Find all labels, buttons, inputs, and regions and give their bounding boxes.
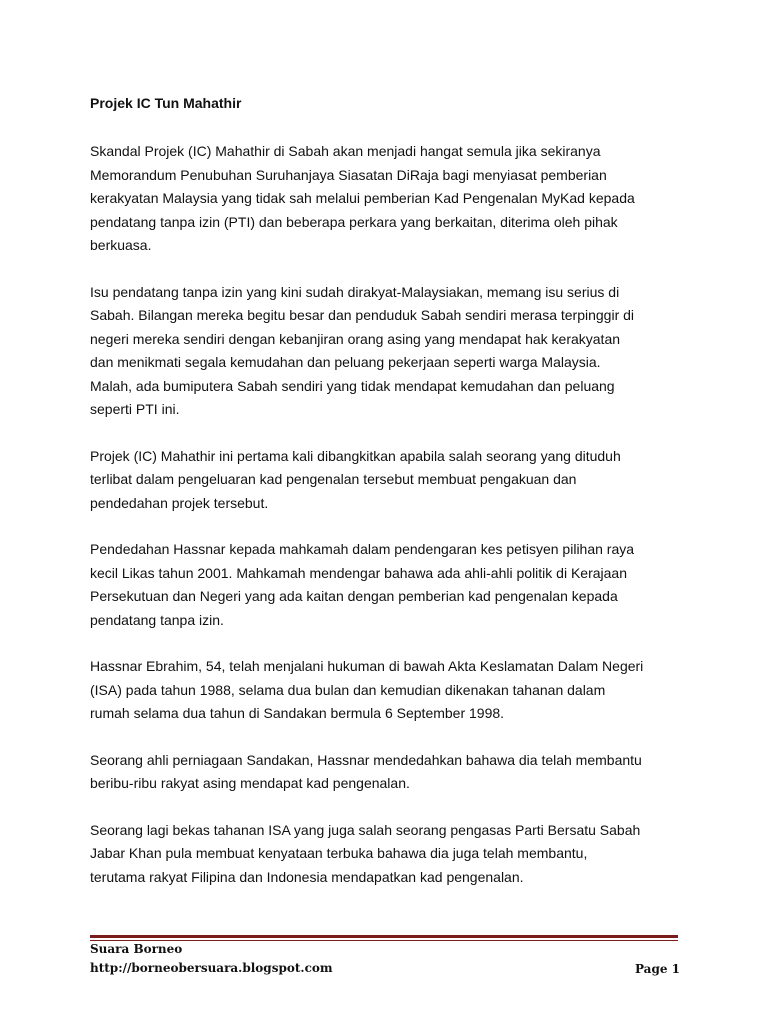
page-footer (90, 941, 680, 978)
paragraph-2: Isu pendatang tanpa izin yang kini sudah dirakyat-Malaysiakan, memang isu serius di Sabah. Bilangan mereka begitu besar dan penduduk Sabah sendiri merasa terpinggir di negeri mereka sendiri dengan kebanjiran orang asing yang mendapat hak kerakyatan dan menikmati segala kemudahan dan peluang pekerjaan seperti warga Malaysia. Malah, ada bumiputera Sabah sendiri yang tidak mendapat kemudahan dan peluang seperti PTI ini. (90, 283, 635, 417)
document-title: Projek IC Tun Mahathir (90, 95, 242, 111)
footer-divider-thick (90, 935, 678, 938)
footer-url-link[interactable]: http://borneobersuara.blogspot.com (90, 961, 333, 975)
paragraph-5: Hassnar Ebrahim, 54, telah menjalani hukuman di bawah Akta Keslamatan Dalam Negeri (ISA) pada tahun 1988, selama dua bulan dan kemudian dikenakan tahanan dalam rumah selama dua tahun di Sandakan bermula 6 September 1998. (90, 658, 644, 721)
paragraph-4: Pendedahan Hassnar kepada mahkamah dalam pendengaran kes petisyen pilihan raya kecil Likas tahun 2001. Mahkamah mendengar bahawa ada ahli-ahli politik di Kerajaan Persekutuan dan Negeri yang ada kaitan dengan pemberian kad pengenalan kepada pendatang tanpa izin. (90, 541, 635, 628)
paragraph-1: Skandal Projek (IC) Mahathir di Sabah akan menjadi hangat semula jika sekiranya Memorandum Penubuhan Suruhanjaya Siasatan DiRaja bagi menyiasat pemberian kerakyatan Malaysia yang tidak sah melalui pemberian Kad Pengenalan MyKad kepada pendatang tanpa izin (PTI) dan beberapa perkara yang berkaitan, diterima oleh pihak berkuasa. (90, 143, 635, 253)
footer-site-name: Suara Borneo (90, 942, 183, 956)
document-body (90, 93, 690, 912)
paragraph-3: Projek (IC) Mahathir ini pertama kali dibangkitkan apabila salah seorang yang dituduh terlibat dalam pengeluaran kad pengenalan tersebut membuat pengakuan dan pendedahan projek tersebut. (90, 447, 621, 511)
footer-page-number: Page 1 (634, 962, 680, 976)
paragraph-6: Seorang ahli perniagaan Sandakan, Hassnar mendedahkan bahawa dia telah membantu beribu-ribu rakyat asing mendapat kad pengenalan. (90, 751, 642, 791)
paragraph-7: Seorang lagi bekas tahanan ISA yang juga salah seorang pengasas Parti Bersatu Sabah Jabar Khan pula membuat kenyataan terbuka bahawa dia juga telah membantu, terutama rakyat Filipina dan Indonesia mendapatkan kad pengenalan. (90, 821, 641, 885)
